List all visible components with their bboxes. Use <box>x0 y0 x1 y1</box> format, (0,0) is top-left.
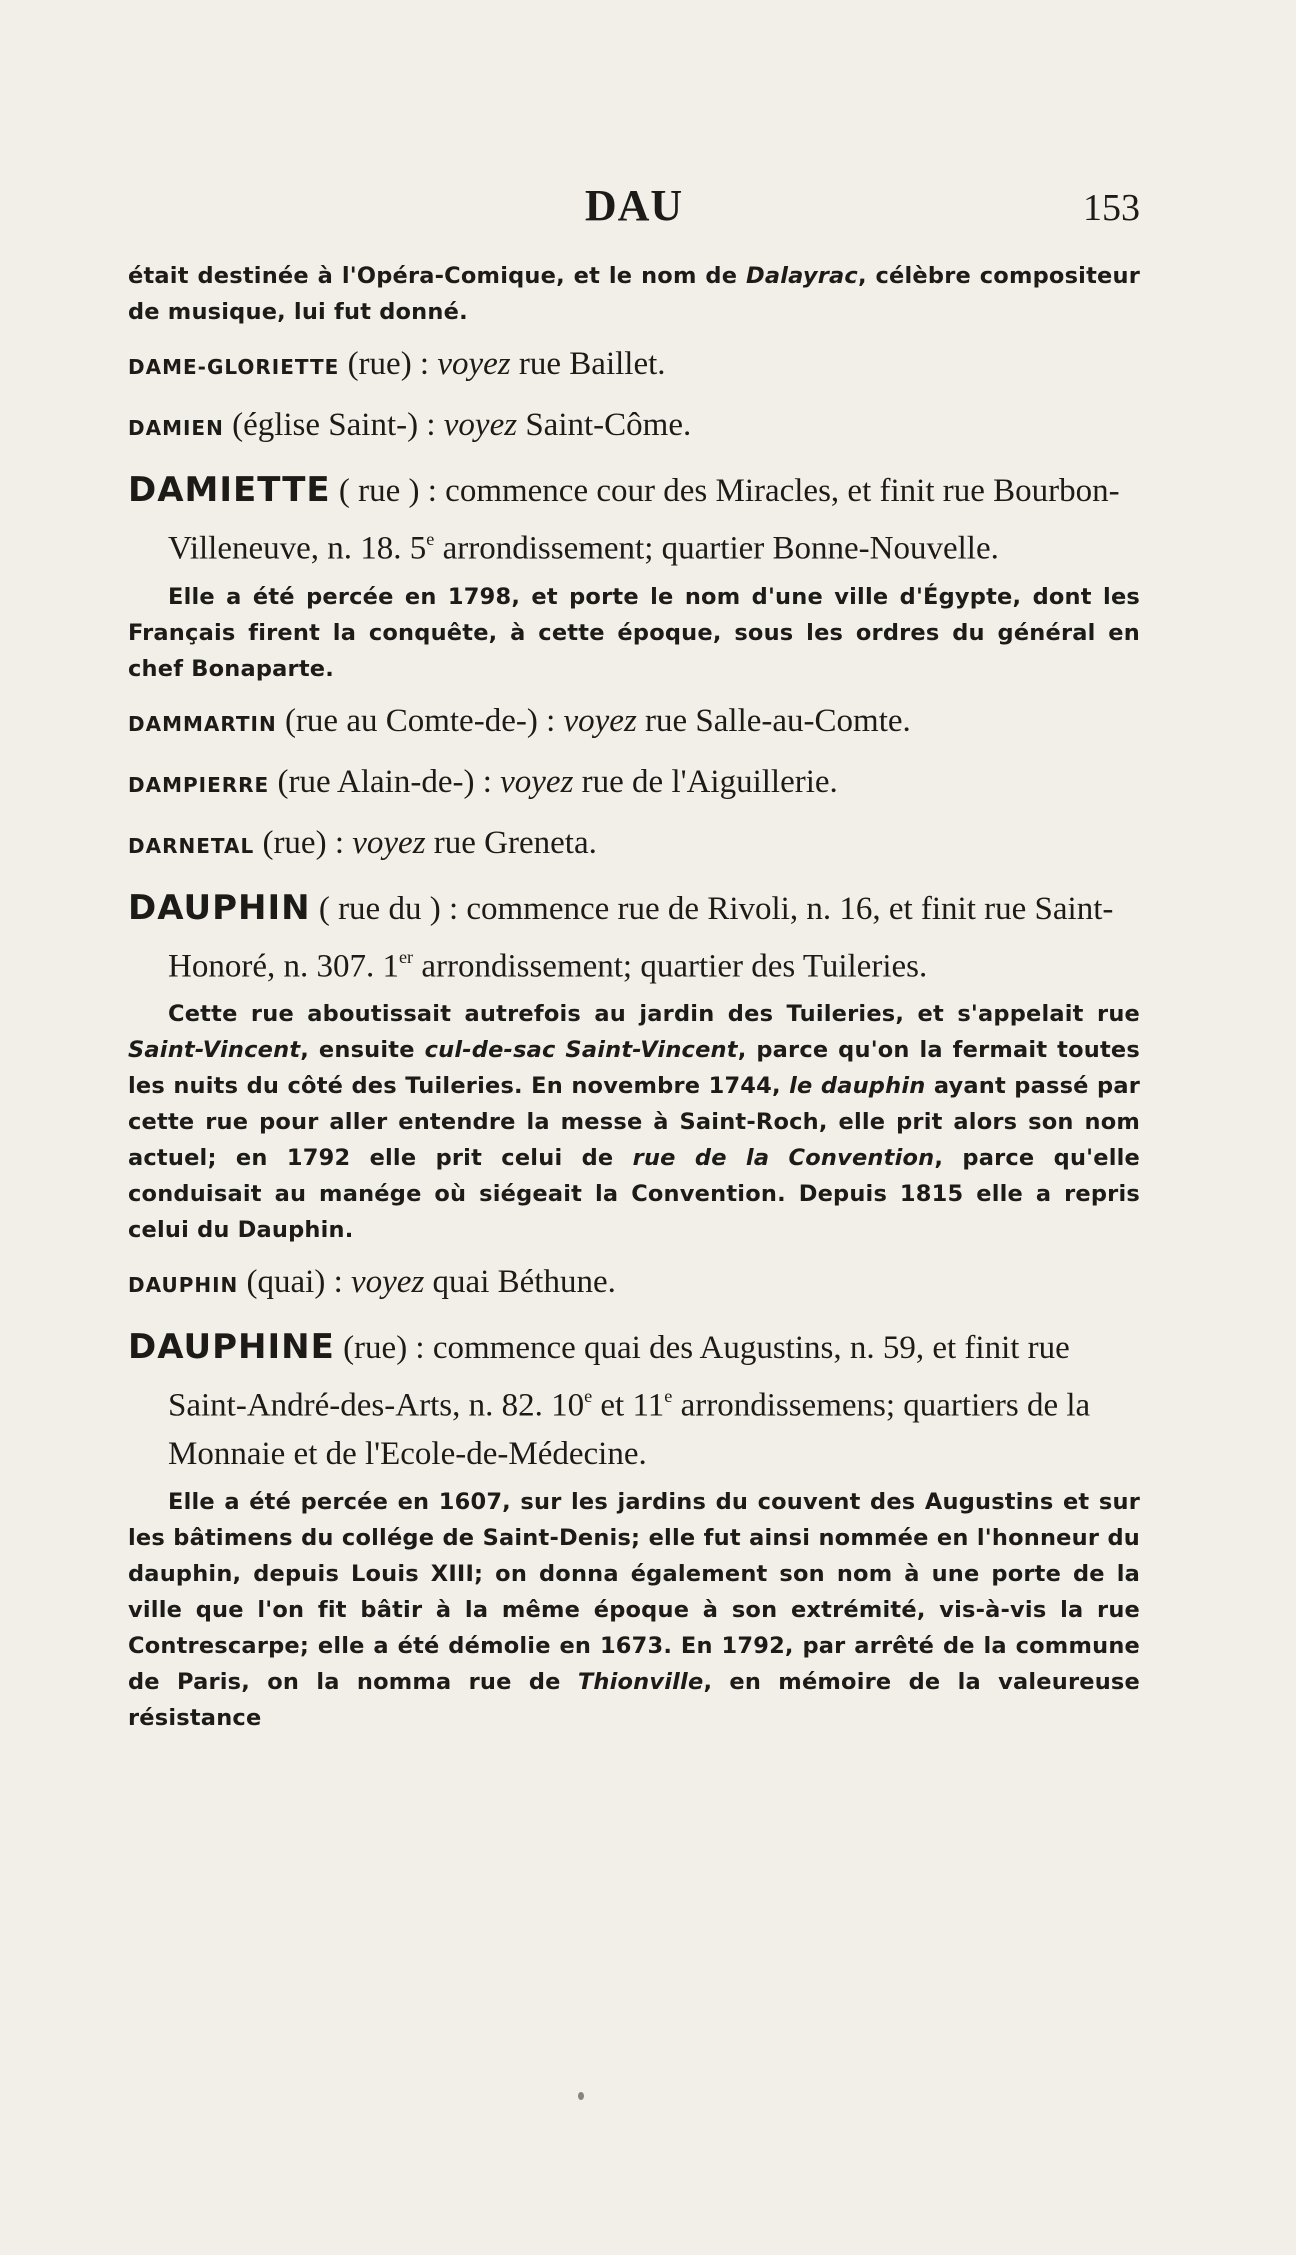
entry-text: (rue au Comte-de-) : <box>276 702 564 739</box>
entry-dauphin-quai <box>128 1258 1140 1309</box>
entry-dauphine <box>128 1323 1140 1478</box>
paragraph-italic: Thionville <box>577 1668 704 1695</box>
entry-head: DAMMARTIN <box>128 711 277 736</box>
paragraph-text: ayant passé par cette rue pour aller entendre la messe à Saint-Roch, elle prit alors son nom actuel; en 1792 elle prit celui de <box>128 1073 1140 1172</box>
entry-text: et 11 <box>592 1387 665 1424</box>
paragraph-italic: le dauphin <box>789 1073 926 1100</box>
entry-head: DAUPHIN <box>128 887 311 928</box>
entry-ref: rue de l'Aiguillerie. <box>573 763 838 800</box>
page-header <box>128 180 1140 246</box>
intro-text: était destinée à l'Opéra-Comique, et le nom de Dalayrac, célèbre compositeur de musique, lui fut donné. <box>128 263 1141 325</box>
book-page <box>128 180 1140 1736</box>
paragraph-text: , en mémoire de la valeureuse résistance <box>128 1668 1140 1731</box>
paragraph-text: Elle a été percée en 1607, sur les jardins du couvent des Augustins et sur les bâtimens du collége de Saint-Denis; elle fut ainsi nommée en l'honneur du dauphin, depuis Louis XIII; on donna également son nom à une porte de la ville que l'on fit bâtir à la même époque à son extrémité, vis-à-vis la rue Contrescarpe; elle a été démolie en 1673. En 1792, par arrêté de la commune de Paris, on la nomma rue de <box>128 1488 1140 1695</box>
entry-dampierre <box>128 758 1140 809</box>
entry-paragraph <box>128 996 1140 1248</box>
entry-ref: rue Greneta. <box>425 824 597 861</box>
voyez-label: voyez <box>500 763 574 800</box>
paragraph-text: Elle a été percée en 1798, et porte le nom d'une ville d'Égypte, dont les Français firent la conquête, à cette époque, sous les ordres du général en chef Bonaparte. <box>128 583 1140 682</box>
paragraph-italic: cul-de-sac Saint-Vincent <box>424 1037 738 1064</box>
paragraph-text: , parce qu'elle conduisait au manége où siégeait la Convention. Depuis 1815 elle a repris celui du Dauphin. <box>128 1145 1140 1244</box>
page-number: 153 <box>1083 187 1140 229</box>
entry-text: arrondissement; quartier des Tuileries. <box>413 948 928 985</box>
running-head: DAU <box>584 181 684 230</box>
entry-dauphin-rue <box>128 884 1140 991</box>
superscript: e <box>426 529 435 549</box>
entry-text: ( rue ) : commence cour des Miracles, et finit rue Bourbon-Villeneuve, n. 18. 5 <box>168 473 1120 567</box>
entry-text: (rue Alain-de-) : <box>269 763 501 800</box>
entry-text: (rue) : commence quai des Augustins, n. 59, et finit rue Saint-André-des-Arts, n. 82. 10 <box>168 1330 1070 1424</box>
entry-ref: quai Béthune. <box>424 1264 616 1301</box>
voyez-label: voyez <box>352 824 426 861</box>
composer-name: Dalayrac <box>746 263 858 289</box>
entry-ref: rue Baillet. <box>510 346 666 382</box>
entry-darnetal <box>128 819 1140 870</box>
superscript: e <box>584 1386 593 1407</box>
superscript: er <box>398 946 414 967</box>
entry-ref: rue Salle-au-Comte. <box>636 702 911 739</box>
print-speck <box>578 2092 584 2100</box>
paragraph-text: , parce qu'on la fermait toutes les nuits du côté des Tuileries. En novembre 1744, <box>128 1037 1140 1100</box>
entry-damiette <box>128 466 1140 573</box>
voyez-label: voyez <box>443 407 518 443</box>
entry-text: ( rue du ) : commence rue de Rivoli, n. 16, et finit rue Saint-Honoré, n. 307. 1 <box>168 890 1114 985</box>
entry-head: DAMIETTE <box>128 470 331 510</box>
entry-dammartin <box>128 697 1140 748</box>
entry-text: (rue) : <box>254 824 353 861</box>
entry-text: arrondissemens; quartiers de la Monnaie et de l'Ecole-de-Médecine. <box>168 1387 1091 1472</box>
intro-paragraph <box>128 258 1140 330</box>
entry-head: DAMIEN <box>128 416 224 440</box>
paragraph-italic: rue de la Convention <box>632 1145 935 1172</box>
entry-head: DAUPHIN <box>128 1273 239 1298</box>
entry-ref: Saint-Côme. <box>517 407 692 443</box>
entry-head: DAME-GLORIETTE <box>128 355 340 379</box>
entry-head: DARNETAL <box>128 833 255 858</box>
entry-head: DAUPHINE <box>128 1327 335 1368</box>
voyez-label: voyez <box>437 346 511 382</box>
entry-paragraph <box>128 579 1140 687</box>
entry-text: (rue) : <box>339 346 438 382</box>
entry-text: (église Saint-) : <box>223 407 444 443</box>
paragraph-text: Cette rue aboutissait autrefois au jardin des Tuileries, et s'appelait rue <box>168 1001 1140 1028</box>
paragraph-text: , ensuite <box>300 1037 425 1064</box>
voyez-label: voyez <box>351 1264 425 1301</box>
entry-text: (quai) : <box>238 1264 351 1301</box>
entry-paragraph <box>128 1484 1140 1736</box>
entry-dame-gloriette <box>128 340 1140 391</box>
paragraph-italic: Saint-Vincent <box>128 1037 301 1064</box>
entry-damien <box>128 401 1140 452</box>
superscript: e <box>664 1386 673 1407</box>
entry-head: DAMPIERRE <box>128 772 270 797</box>
entry-text: arrondissement; quartier Bonne-Nouvelle. <box>434 530 999 567</box>
voyez-label: voyez <box>563 702 637 739</box>
